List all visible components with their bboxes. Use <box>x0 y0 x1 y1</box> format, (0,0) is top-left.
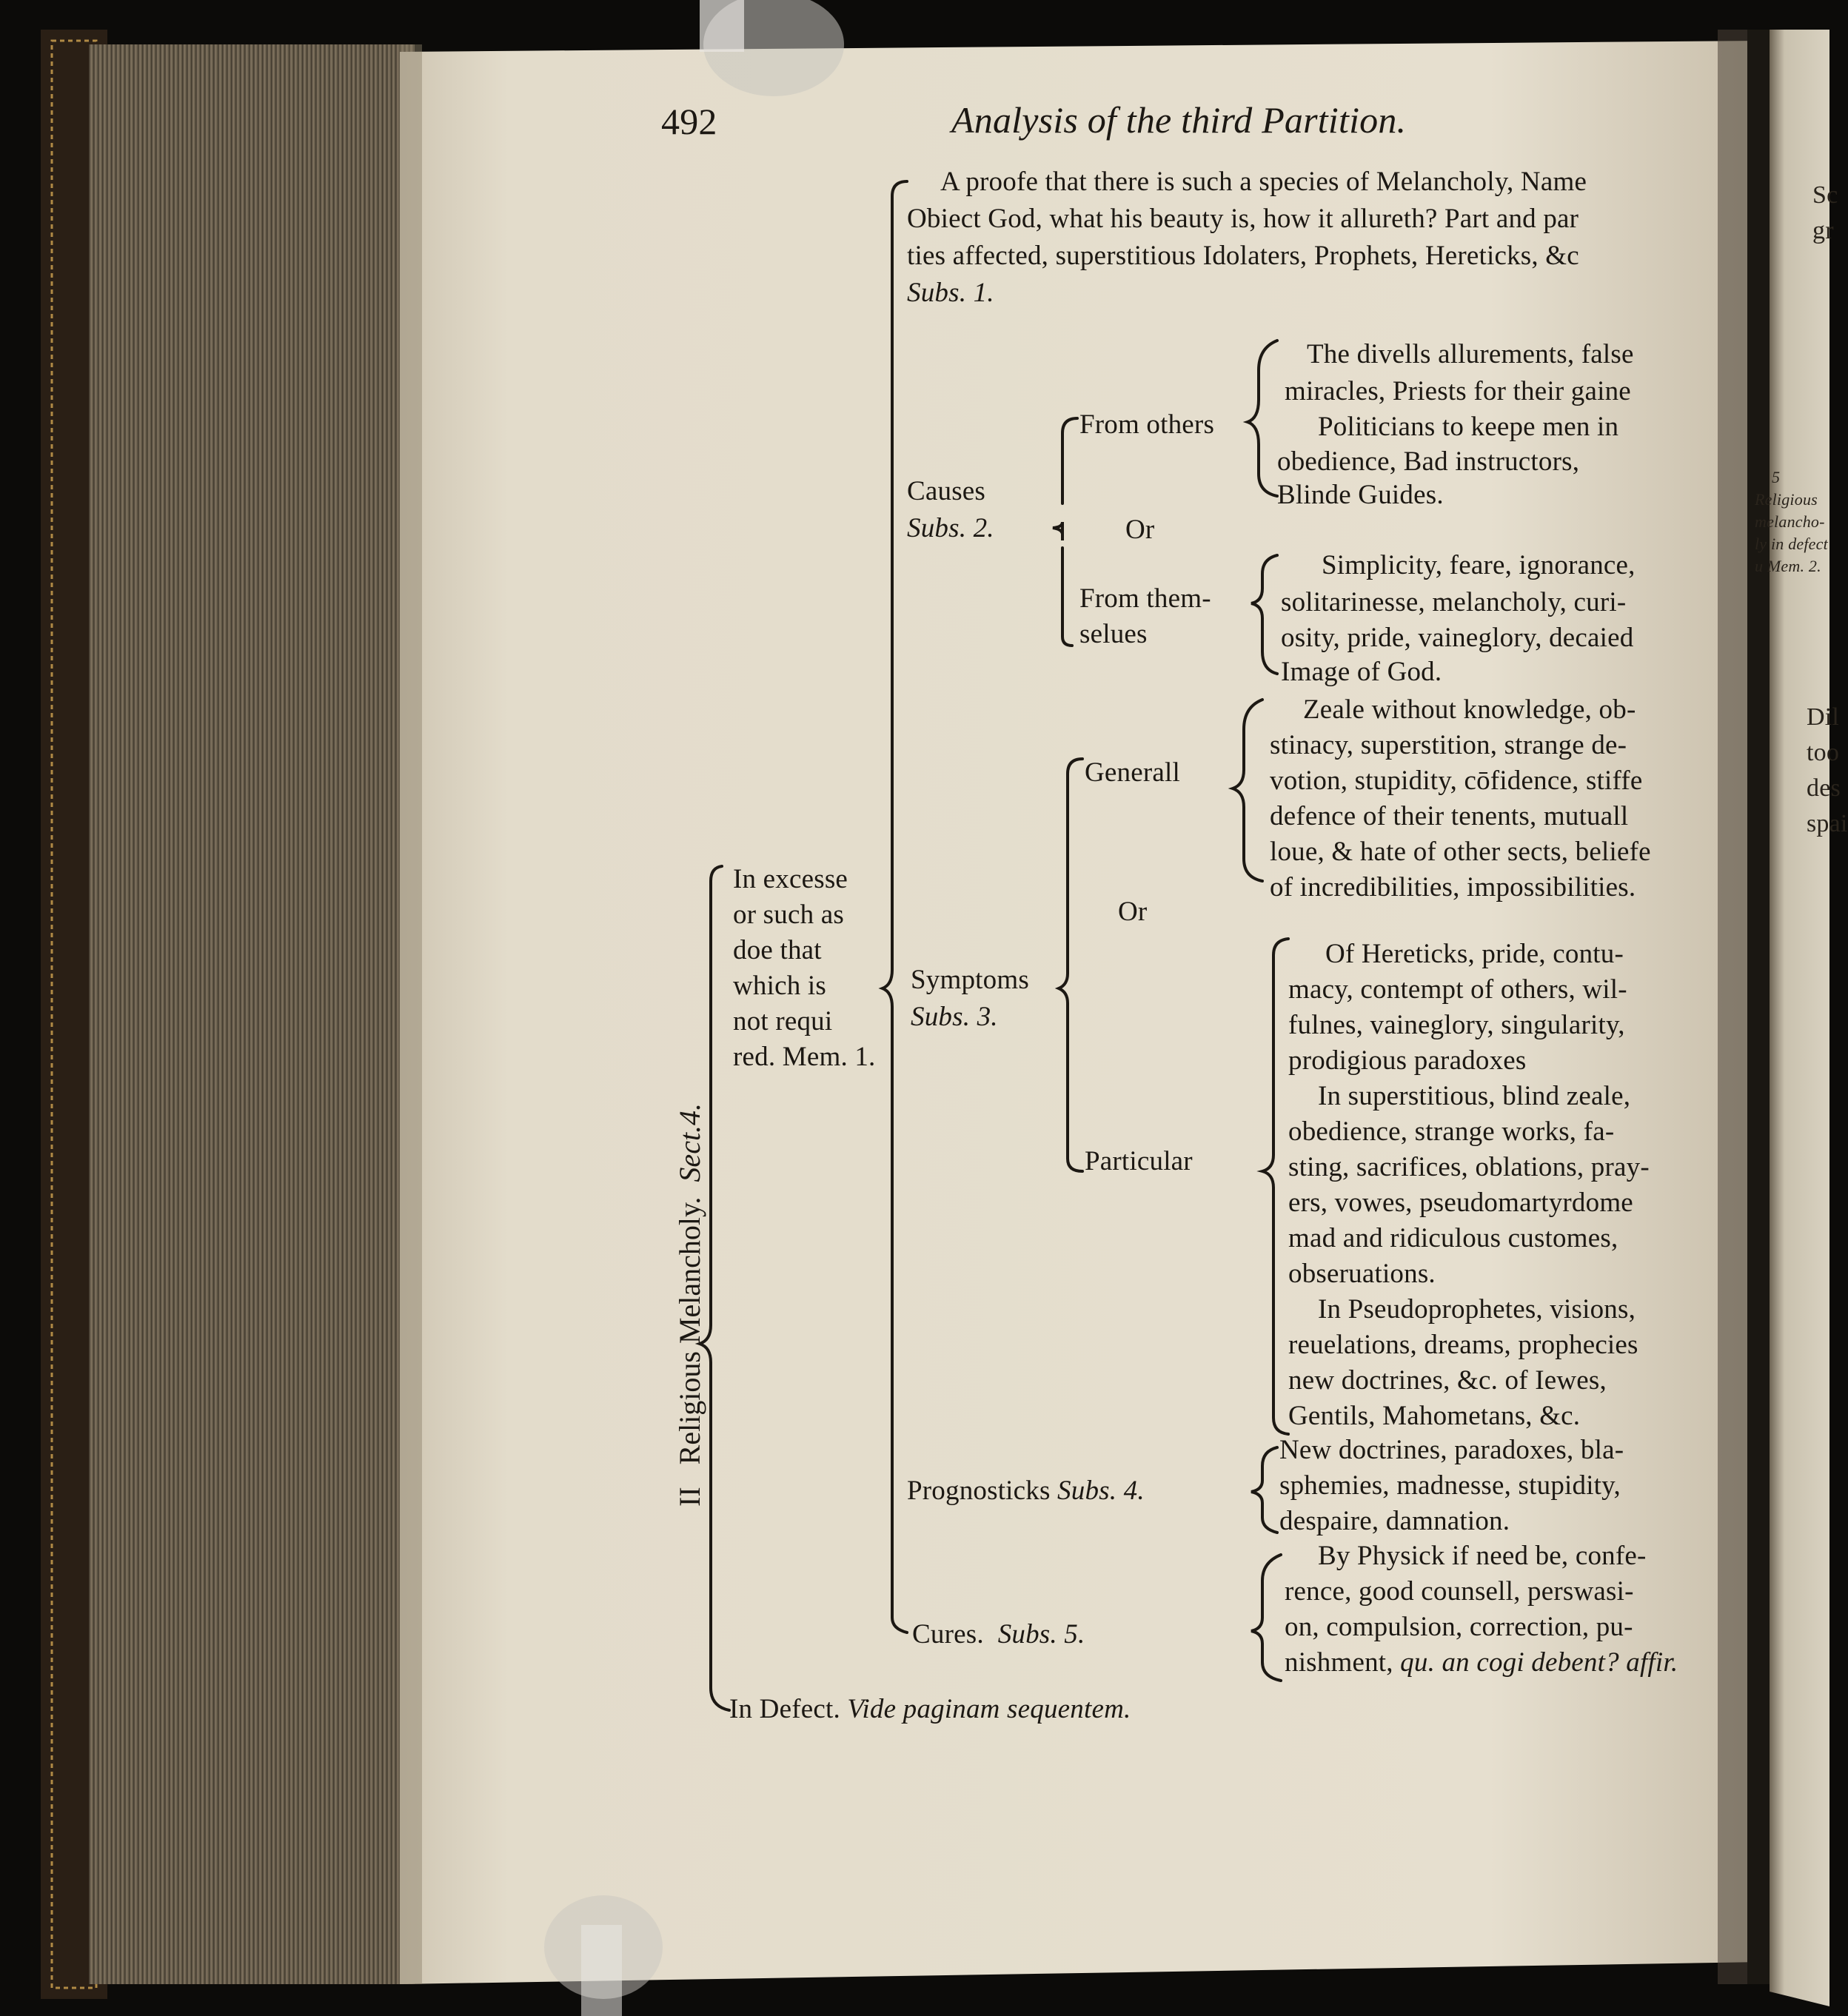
particular-line: In Pseudoprophetes, visions, <box>1318 1294 1636 1325</box>
subs1-line: A proofe that there is such a species of Melancholy, Name <box>940 167 1587 197</box>
generall-line: defence of their tenents, mutuall <box>1270 801 1629 831</box>
right-margin-note: Religious <box>1755 490 1818 509</box>
prognosticks-line: despaire, damnation. <box>1279 1506 1510 1536</box>
from-themselves-line: Image of God. <box>1281 657 1442 687</box>
running-title: Analysis of the third Partition. <box>951 99 1407 141</box>
generall-line: votion, stupidity, cōfidence, stiffe <box>1270 766 1643 796</box>
symptoms-or: Or <box>1118 897 1148 927</box>
prognosticks-line: sphemies, madnesse, stupidity, <box>1279 1470 1621 1501</box>
from-others-line: Politicians to keepe men in <box>1318 412 1619 442</box>
particular-line: new doctrines, &c. of Iewes, <box>1288 1365 1607 1396</box>
cures-line: on, compulsion, correction, pu- <box>1285 1612 1633 1642</box>
from-others-label: From others <box>1079 409 1215 440</box>
from-themselves-line: osity, pride, vaineglory, decaied <box>1281 623 1634 653</box>
causes-subs: Subs. 2. <box>907 513 994 543</box>
particular-line: fulnes, vaineglory, singularity, <box>1288 1010 1625 1040</box>
symptoms-label: Symptoms <box>911 965 1029 995</box>
from-others-line: Blinde Guides. <box>1277 480 1444 510</box>
excess-line: red. Mem. 1. <box>733 1042 876 1072</box>
page-number: 492 <box>661 101 717 142</box>
excess-line: In excesse <box>733 864 848 894</box>
generall-line: Zeale without knowledge, ob- <box>1303 694 1636 725</box>
right-margin-note: ly in defect <box>1755 535 1828 553</box>
from-others-line: miracles, Priests for their gaine <box>1285 376 1631 406</box>
excess-line: doe that <box>733 935 822 965</box>
subs1-line: ties affected, superstitious Idolaters, Prophets, Hereticks, &c <box>907 241 1579 271</box>
right-page-fragment: gr <box>1812 217 1834 244</box>
particular-line: obseruations. <box>1288 1259 1436 1289</box>
from-themselves-line: solitarinesse, melancholy, curi- <box>1281 587 1627 617</box>
prognosticks-line: New doctrines, paradoxes, bla- <box>1279 1435 1624 1465</box>
particular-line: Of Hereticks, pride, contu- <box>1325 939 1624 969</box>
defect-label: In Defect. Vide paginam sequentem. <box>729 1694 1131 1724</box>
excess-line: not requi <box>733 1006 833 1037</box>
right-page-fragment: spai <box>1807 810 1848 837</box>
excess-line: which is <box>733 971 826 1001</box>
right-margin-note: melancho- <box>1755 512 1825 531</box>
particular-line: reuelations, dreams, prophecies <box>1288 1330 1638 1360</box>
prognosticks-label: Prognosticks Subs. 4. <box>907 1476 1145 1506</box>
subs1-line: Obiect God, what his beauty is, how it allureth? Part and par <box>907 204 1579 234</box>
particular-line: macy, contempt of others, wil- <box>1288 974 1627 1005</box>
right-page-fragment: des <box>1807 774 1841 802</box>
particular-label: Particular <box>1085 1146 1193 1176</box>
right-margin-note: 5 <box>1772 468 1781 486</box>
from-themselves-line: Simplicity, feare, ignorance, <box>1322 550 1636 580</box>
spine-label <box>672 1103 707 1507</box>
particular-line: ers, vowes, pseudomartyrdome <box>1288 1188 1633 1218</box>
generall-label: Generall <box>1085 757 1180 788</box>
cures-line: By Physick if need be, confe- <box>1318 1541 1647 1571</box>
subs1-line: Subs. 1. <box>907 278 994 308</box>
generall-line: loue, & hate of other sects, beliefe <box>1270 837 1651 867</box>
causes-label: Causes <box>907 476 986 506</box>
from-themselves-label: From them- <box>1079 583 1211 614</box>
particular-line: In superstitious, blind zeale, <box>1318 1081 1631 1111</box>
cures-line: rence, good counsell, perswasi- <box>1285 1576 1634 1607</box>
right-margin-note: u Mem. 2. <box>1755 557 1821 575</box>
generall-line: of incredibilities, impossibilities. <box>1270 872 1636 902</box>
spine-symbol: II <box>673 1487 706 1507</box>
right-page-fragment: Dil <box>1807 703 1840 731</box>
particular-line: obedience, strange works, fa- <box>1288 1116 1615 1147</box>
from-themselves-label: selues <box>1079 619 1148 649</box>
particular-line: sting, sacrifices, oblations, pray- <box>1288 1152 1650 1182</box>
spine-text: Religious Melancholy. <box>673 1196 706 1465</box>
right-page-fragment: too <box>1807 739 1840 766</box>
causes-or: Or <box>1125 515 1155 545</box>
symptoms-subs: Subs. 3. <box>911 1002 998 1032</box>
generall-line: stinacy, superstition, strange de- <box>1270 730 1627 760</box>
particular-line: Gentils, Mahometans, &c. <box>1288 1401 1581 1431</box>
cures-line: nishment, qu. an cogi debent? affir. <box>1285 1647 1678 1678</box>
particular-line: mad and ridiculous customes, <box>1288 1223 1618 1253</box>
cures-label: Cures. Subs. 5. <box>912 1619 1085 1650</box>
excess-line: or such as <box>733 900 844 930</box>
from-others-line: obedience, Bad instructors, <box>1277 446 1580 477</box>
right-page-fragment: Sc <box>1812 181 1838 209</box>
from-others-line: The divells allurements, false <box>1307 339 1634 369</box>
particular-line: prodigious paradoxes <box>1288 1045 1527 1076</box>
spine-section: Sect.4. <box>673 1102 706 1182</box>
